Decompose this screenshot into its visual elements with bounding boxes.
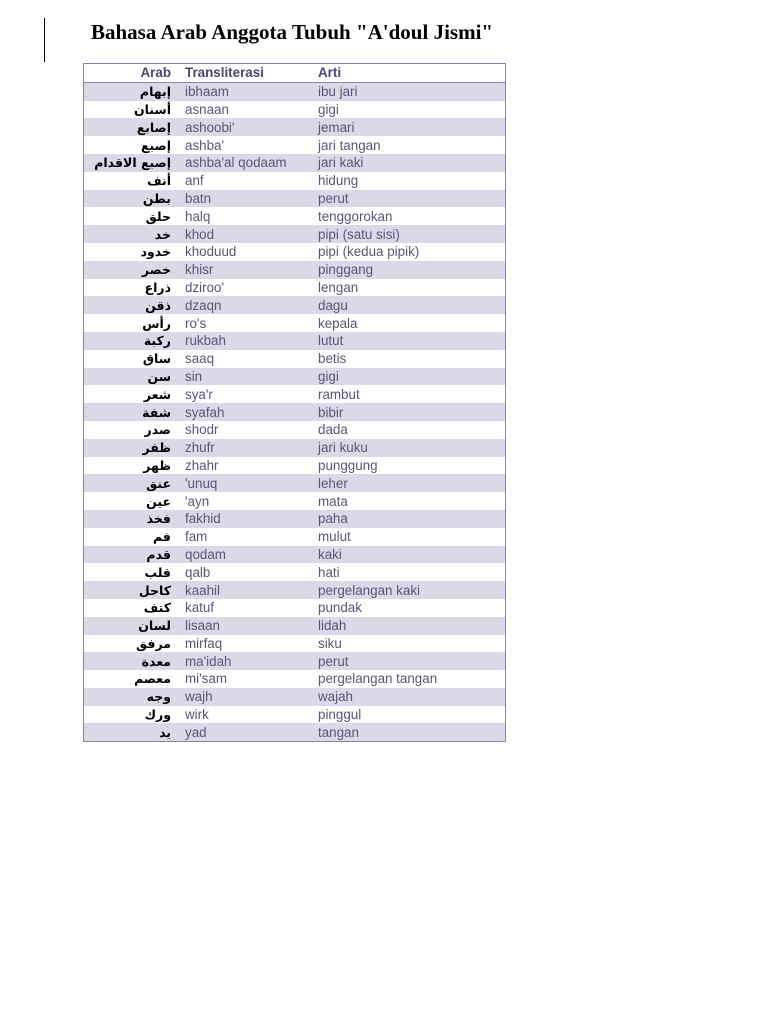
table-row — [84, 474, 505, 492]
cell-meaning: perut — [313, 190, 505, 208]
document-title: Bahasa Arab Anggota Tubuh "A'doul Jismi" — [91, 20, 494, 44]
table-row — [84, 172, 505, 190]
table-row — [84, 581, 505, 599]
cell-meaning: kepala — [313, 314, 505, 332]
cell-arabic: وجه — [84, 688, 181, 706]
table-row — [84, 136, 505, 154]
table-row — [84, 332, 505, 350]
cell-transliteration: yad — [181, 723, 313, 741]
cell-arabic: شعر — [84, 385, 181, 403]
table-row — [84, 652, 505, 670]
cell-transliteration: 'unuq — [181, 474, 313, 492]
cell-meaning: pergelangan tangan — [313, 670, 505, 688]
cell-meaning: paha — [313, 510, 505, 528]
table-row — [84, 82, 505, 100]
cell-arabic: خصر — [84, 261, 181, 279]
table-row — [84, 688, 505, 706]
cell-transliteration: sya'r — [181, 385, 313, 403]
table-row — [84, 279, 505, 297]
cell-arabic: سن — [84, 368, 181, 386]
cell-meaning: pinggang — [313, 261, 505, 279]
table-row — [84, 492, 505, 510]
cell-transliteration: mi'sam — [181, 670, 313, 688]
table-row — [84, 314, 505, 332]
table-row — [84, 225, 505, 243]
cell-meaning: lengan — [313, 279, 505, 297]
table-body — [84, 82, 505, 741]
cell-transliteration: fam — [181, 528, 313, 546]
cell-meaning: ibu jari — [313, 82, 505, 100]
cell-transliteration: qalb — [181, 563, 313, 581]
cell-transliteration: shodr — [181, 421, 313, 439]
cell-arabic: إصبع الاقدام — [84, 154, 181, 172]
table-row — [84, 723, 505, 741]
cell-arabic: خدود — [84, 243, 181, 261]
cell-transliteration: batn — [181, 190, 313, 208]
cell-meaning: jari kuku — [313, 439, 505, 457]
cell-arabic: يد — [84, 723, 181, 741]
cell-transliteration: ashoobi' — [181, 118, 313, 136]
cell-transliteration: kaahil — [181, 581, 313, 599]
cell-transliteration: ashba' — [181, 136, 313, 154]
cell-transliteration: wajh — [181, 688, 313, 706]
cell-meaning: kaki — [313, 546, 505, 564]
cell-transliteration: dzaqn — [181, 296, 313, 314]
cell-arabic: إصابع — [84, 118, 181, 136]
cell-transliteration: syafah — [181, 403, 313, 421]
cell-meaning: hati — [313, 563, 505, 581]
cell-meaning: pinggul — [313, 706, 505, 724]
cell-transliteration: fakhid — [181, 510, 313, 528]
cell-arabic: معصم — [84, 670, 181, 688]
cell-meaning: leher — [313, 474, 505, 492]
cell-arabic: لسان — [84, 617, 181, 635]
cell-arabic: فخذ — [84, 510, 181, 528]
cell-meaning: hidung — [313, 172, 505, 190]
cell-meaning: perut — [313, 652, 505, 670]
table-row — [84, 243, 505, 261]
table-row — [84, 368, 505, 386]
table-row — [84, 296, 505, 314]
cell-meaning: pipi (satu sisi) — [313, 225, 505, 243]
table-row — [84, 101, 505, 119]
cell-transliteration: khoduud — [181, 243, 313, 261]
table-row — [84, 190, 505, 208]
cell-arabic: كتف — [84, 599, 181, 617]
cell-arabic: أنف — [84, 172, 181, 190]
cell-meaning: dada — [313, 421, 505, 439]
cell-meaning: punggung — [313, 457, 505, 475]
cell-arabic: خد — [84, 225, 181, 243]
cell-arabic: صدر — [84, 421, 181, 439]
table-row — [84, 385, 505, 403]
cell-transliteration: sin — [181, 368, 313, 386]
cell-arabic: ركبة — [84, 332, 181, 350]
cell-meaning: jemari — [313, 118, 505, 136]
cell-transliteration: 'ayn — [181, 492, 313, 510]
cell-meaning: jari tangan — [313, 136, 505, 154]
cell-meaning: betis — [313, 350, 505, 368]
cell-meaning: pipi (kedua pipik) — [313, 243, 505, 261]
table-row — [84, 599, 505, 617]
cell-meaning: rambut — [313, 385, 505, 403]
cell-arabic: فم — [84, 528, 181, 546]
cell-transliteration: khod — [181, 225, 313, 243]
cell-arabic: أسنان — [84, 101, 181, 119]
table-row — [84, 457, 505, 475]
table-row — [84, 670, 505, 688]
vocabulary-table — [83, 63, 506, 742]
cell-arabic: إبهام — [84, 82, 181, 100]
cell-arabic: ذراع — [84, 279, 181, 297]
cell-transliteration: saaq — [181, 350, 313, 368]
table-row — [84, 118, 505, 136]
table-row — [84, 706, 505, 724]
table-row — [84, 617, 505, 635]
cell-meaning: lidah — [313, 617, 505, 635]
header-arti: Arti — [313, 64, 505, 82]
cell-arabic: ساق — [84, 350, 181, 368]
cell-meaning: gigi — [313, 368, 505, 386]
table-row — [84, 154, 505, 172]
cell-transliteration: ro's — [181, 314, 313, 332]
cell-transliteration: dziroo' — [181, 279, 313, 297]
cell-arabic: عنق — [84, 474, 181, 492]
table-row — [84, 439, 505, 457]
cell-arabic: معدة — [84, 652, 181, 670]
cell-arabic: ذقن — [84, 296, 181, 314]
cell-transliteration: anf — [181, 172, 313, 190]
cell-transliteration: katuf — [181, 599, 313, 617]
cell-meaning: wajah — [313, 688, 505, 706]
cell-meaning: gigi — [313, 101, 505, 119]
table-row — [84, 350, 505, 368]
cell-meaning: pergelangan kaki — [313, 581, 505, 599]
cell-arabic: إصبع — [84, 136, 181, 154]
cell-transliteration: ma'idah — [181, 652, 313, 670]
table-row — [84, 635, 505, 653]
cell-meaning: pundak — [313, 599, 505, 617]
cell-transliteration: asnaan — [181, 101, 313, 119]
cell-transliteration: lisaan — [181, 617, 313, 635]
cell-arabic: ظهر — [84, 457, 181, 475]
cell-arabic: قلب — [84, 563, 181, 581]
table-row — [84, 528, 505, 546]
table-row — [84, 421, 505, 439]
cell-arabic: شفة — [84, 403, 181, 421]
cell-arabic: رأس — [84, 314, 181, 332]
cell-meaning: siku — [313, 635, 505, 653]
cell-arabic: بطن — [84, 190, 181, 208]
table-header-row — [84, 64, 505, 82]
cell-transliteration: khisr — [181, 261, 313, 279]
cell-transliteration: ashba'al qodaam — [181, 154, 313, 172]
table-row — [84, 207, 505, 225]
cell-arabic: قدم — [84, 546, 181, 564]
cell-arabic: ورك — [84, 706, 181, 724]
cell-meaning: bibir — [313, 403, 505, 421]
cell-meaning: mata — [313, 492, 505, 510]
table-row — [84, 563, 505, 581]
table-row — [84, 510, 505, 528]
cell-transliteration: rukbah — [181, 332, 313, 350]
cell-meaning: tenggorokan — [313, 207, 505, 225]
header-transliterasi: Transliterasi — [181, 64, 313, 82]
cell-arabic: ظفر — [84, 439, 181, 457]
cell-meaning: dagu — [313, 296, 505, 314]
table-row — [84, 403, 505, 421]
cell-transliteration: zhahr — [181, 457, 313, 475]
table-row — [84, 261, 505, 279]
text-cursor — [44, 18, 45, 62]
cell-transliteration: halq — [181, 207, 313, 225]
cell-meaning: jari kaki — [313, 154, 505, 172]
cell-transliteration: qodam — [181, 546, 313, 564]
header-arab: Arab — [84, 64, 181, 82]
cell-transliteration: ibhaam — [181, 82, 313, 100]
cell-arabic: حلق — [84, 207, 181, 225]
cell-arabic: عين — [84, 492, 181, 510]
cell-transliteration: zhufr — [181, 439, 313, 457]
cell-transliteration: mirfaq — [181, 635, 313, 653]
cell-arabic: كاحل — [84, 581, 181, 599]
cell-meaning: tangan — [313, 723, 505, 741]
cell-meaning: mulut — [313, 528, 505, 546]
table-row — [84, 546, 505, 564]
cell-meaning: lutut — [313, 332, 505, 350]
cell-arabic: مرفق — [84, 635, 181, 653]
cell-transliteration: wirk — [181, 706, 313, 724]
